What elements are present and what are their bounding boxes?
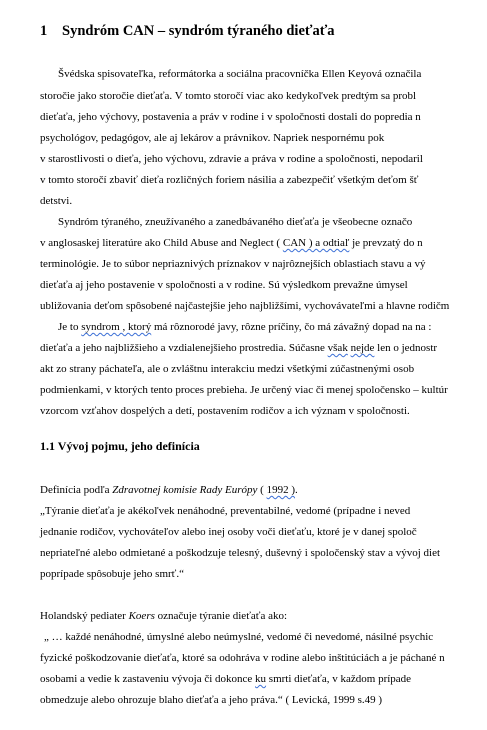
text-line: psychológov, pedagógov, ale aj lekárov a právnikov. Napriek nespornému pok xyxy=(40,132,385,144)
text-line: ubližovania deťom spôsobené najčastejšie jeho najbližšími, vychovávateľmi a hlavne rodičm xyxy=(40,300,450,312)
chapter-heading xyxy=(40,23,335,40)
text-line: „Týranie dieťaťa je akékoľvek nenáhodné, preventabilné, vedomé (prípadne i neved xyxy=(40,505,411,517)
text-line: Švédska spisovateľka, reformátorka a sociálna pracovníčka Ellen Keyová označila xyxy=(58,68,422,80)
text-line: v tomto storočí zbaviť dieťa rozličných foriem násilia a zabezpečiť všetkým deťom šť xyxy=(40,174,419,186)
text-line: poprípade spôsobuje jeho smrť.“ xyxy=(40,568,185,580)
text-line: dieťaťa a jeho najbližšieho a vzdialenejšieho prostredia. Súčasne však nejde len o jednostr xyxy=(40,342,438,354)
text-line: nepriateľné alebo odmietané a poškodzuje telesný, duševný i spoločenský stav a vývoj diet xyxy=(40,547,441,559)
text-line: Holandský pediater Koers označuje týranie dieťaťa ako: xyxy=(40,610,288,622)
text-line: „ … každé nenáhodné, úmyslné alebo neúmyslné, vedomé či nevedomé, násilné psychic xyxy=(44,631,434,643)
text-line: storočie jako storočie dieťaťa. V tomto storočí viac ako kedykoľvek predtým sa probl xyxy=(40,90,417,102)
text-line: Definícia podľa Zdravotnej komisie Rady Európy ( 1992 ). xyxy=(40,484,298,496)
text-line: v anglosaskej literatúre ako Child Abuse and Neglect ( CAN ) a odtiaľ je prevzatý do n xyxy=(40,237,423,249)
chapter-number: 1 xyxy=(40,23,48,39)
text-line: vzorcom vzťahov dospelých a detí, postavením rodičov a ich význam v spoločnosti. xyxy=(40,405,410,417)
text-line: osobami a vedie k zastaveniu vývoja či dokonce ku smrti dieťaťa, v každom prípade xyxy=(40,673,412,685)
text-line: detstvi. xyxy=(40,195,73,207)
chapter-title: Syndróm CAN – syndróm týraného dieťaťa xyxy=(62,23,335,39)
text-line: jednanie rodičov, vychováteľov alebo inej osoby voči dieťaťu, ktoré je v danej spoloč xyxy=(40,526,417,538)
text-line: fyzické poškodzovanie dieťaťa, ktoré sa odohráva v rodine alebo inštitúciách a je páchané n xyxy=(40,652,445,664)
text-line: Je to syndrom , ktorý má rôznorodé javy, rôzne príčiny, čo má závažný dopad na na : xyxy=(58,321,432,333)
text-line: akt zo strany páchateľa, ale o zvláštnu interakciu medzi všetkými zúčastnenými osob xyxy=(40,363,415,375)
text-line: terminológie. Je to súbor nepriaznivých príznakov v najrôznejších oblastiach stavu a vý xyxy=(40,258,426,270)
text-line: dieťaťa aj jeho postavenie v spoločnosti a v rodine. Sú výsledkom prevažne úmysel xyxy=(40,279,408,291)
text-line: obmedzuje alebo ohrozuje blaho dieťaťa a jeho práva.“ ( Levická, 1999 s.49 ) xyxy=(40,694,383,706)
text-line: podmienkami, v ktorých tento proces prebieha. Je určený viac či menej spoločensko – kultúr xyxy=(40,384,448,396)
text-line: v starostlivosti o dieťa, jeho výchovu, zdravie a práva v rodine a spoločnosti, nepodaril xyxy=(40,153,423,165)
text-line: Syndróm týraného, zneužívaného a zanedbávaného dieťaťa je všeobecne označo xyxy=(58,216,413,228)
text-line: dieťaťa, jeho výchovy, postavenia a práv v rodine i v spoločnosti dostali do popredia n xyxy=(40,111,421,123)
section-heading: 1.1 Vývoj pojmu, jeho definícia xyxy=(40,439,200,453)
